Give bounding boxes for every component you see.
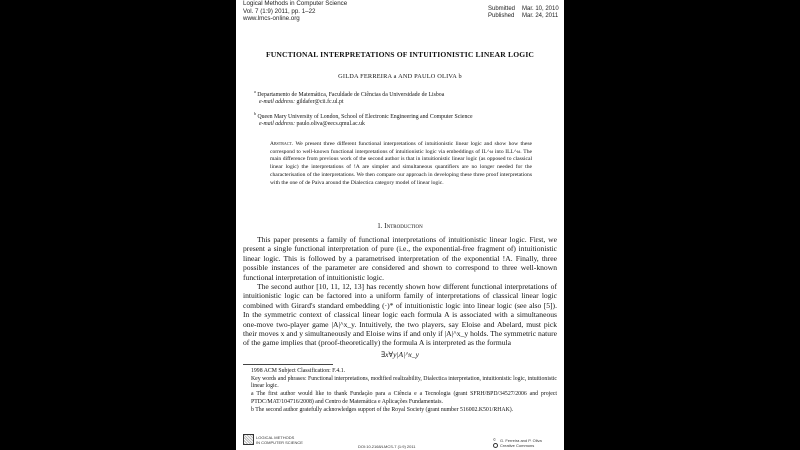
- abstract: [270, 141, 532, 187]
- doi[interactable]: DOI:10.2168/LMCS-7 (1:9) 2011: [358, 444, 416, 449]
- lmcs-logo-text: [256, 436, 303, 445]
- paper-authors: GILDA FERREIRA a AND PAULO OLIVA b: [338, 73, 462, 80]
- abstract-text: approach in developing these three proof interpretations with the one of de Paiva around the Dialectica: [270, 171, 532, 186]
- paragraph: The second author [10, 11, 12, 13] has recently shown how different functional interpretations of intuitionistic logic can be factored into a uniform family of interpretations of classical linear logic combined with Girard's standard embedding (·)* of intuitionistic logic into linear logic (see also [5]). In the symmetric context of classical linear logic each formula A is associated with a simultaneous one-move two-player game |A|^x_y. Intuitively, the two players, say Eloise and Abelard, must pick their moves x and y simultaneously and Eloise wins if and only if |A|^x_y holds. The symmetric nature of the game implies that (proof-theoretically) the formula A is interpreted as the formula: [243, 282, 557, 348]
- author-email[interactable]: paulo.oliva@eecs.qmul.ac.uk: [296, 121, 365, 128]
- abstract-text: how these correspond to well-known functional interpretations of intuitionistic logic via embeddings: [270, 141, 532, 155]
- abstract-text: category model of linear logic.: [374, 179, 444, 186]
- section-heading: 1. Introduction: [377, 222, 423, 230]
- footnote: Key words and phrases: Functional interpretations, modified realizability, Dialectica interpretation, intuitionistic logic, intuitionistic linear logic.: [251, 375, 557, 390]
- affiliation-institution: Departamento de Matemática, Faculdade de Ciências da Universidade de Lisboa: [257, 91, 445, 98]
- affiliation-institution: Queen Mary University of London, School of Electronic Engineering and Computer Science: [257, 113, 473, 120]
- lmcs-logo-icon: [243, 434, 254, 445]
- paragraph: This paper presents a family of functional interpretations of intuitionistic linear logic. First, we present a single functional interpretation of pure (i.e., the exponential-free fragment of) intuitionistic linear logic. This is followed by a parametrised interpretation of the exponential !A. Finally, three possible instances of the parameter are considered and shown to correspond to three well-known functional interpretation of intuitionistic logic.: [243, 235, 557, 282]
- email-label: e-mail address:: [259, 99, 296, 106]
- journal-name: Logical Methods in Computer Science: [243, 0, 348, 7]
- page-footer: [236, 433, 564, 450]
- footnote-rule: [243, 364, 333, 365]
- logo-line: LOGICAL METHODS: [256, 435, 295, 440]
- footnote: b The second author gratefully acknowledges support of the Royal Society (grant number 516002.K501/RHAK).: [251, 406, 514, 413]
- author-email[interactable]: gildafer@cii.fc.ul.pt: [296, 99, 344, 106]
- logo-line: IN COMPUTER SCIENCE: [256, 439, 303, 445]
- copyright-holder: G. Ferreira and P. Oliva: [500, 438, 542, 443]
- copyright-icon: ©: [493, 437, 496, 442]
- abstract-text: We present three different functional interpretations of intuitionistic linear logic and show: [295, 141, 507, 147]
- journal-header: [243, 0, 347, 23]
- submitted-label: Submitted: [488, 6, 516, 12]
- creative-commons-icon: [493, 443, 498, 448]
- affiliation-mark: a: [254, 89, 256, 94]
- affiliation-mark: b: [254, 111, 256, 116]
- email-label: e-mail address:: [259, 121, 296, 128]
- published-date: Mar. 24, 2011: [522, 13, 559, 20]
- footnote: 1998 ACM Subject Classification: F.4.1.: [251, 368, 346, 374]
- affiliation-b: [254, 110, 473, 128]
- formula: ∃x∀y|A|^x_y: [381, 349, 419, 359]
- copyright: [500, 439, 542, 449]
- journal-website[interactable]: www.lmcs-online.org: [243, 15, 300, 23]
- submitted-date: Mar. 10, 2010: [522, 6, 559, 12]
- submission-dates: [488, 6, 559, 21]
- abstract-text: of IL^ω into ILL^ω. The main difference from previous work of the second author is that in intuitionistic: [270, 148, 533, 163]
- footnote: a The first author would like to thank Fundação para a Ciência e a Tecnologia (grant SFRH/BPD/34527/2006 and project PTDC/MAT/104716/2008) and Centro de Matemática e Aplicações Fundamentais.: [251, 391, 557, 405]
- body-text: [243, 235, 557, 359]
- footnotes: [243, 368, 557, 414]
- affiliation-a: [254, 88, 444, 106]
- journal-volume: Vol. 7 (1:9) 2011, pp. 1–22: [243, 7, 316, 15]
- paper-title: FUNCTIONAL INTERPRETATIONS OF INTUITIONISTIC LINEAR LOGIC: [265, 50, 535, 59]
- paper-page: [236, 0, 564, 450]
- published-label: Published: [488, 13, 515, 20]
- abstract-text: linear logic (as opposed to classical linear logic) the interpretations of !A are simpler and simultaneous: [270, 156, 533, 171]
- abstract-label: Abstract.: [270, 141, 294, 147]
- license[interactable]: Creative Commons: [500, 442, 535, 448]
- abstract-text: quantifiers are no longer needed for the characterisation of the interpretations. We then compare our: [270, 164, 532, 178]
